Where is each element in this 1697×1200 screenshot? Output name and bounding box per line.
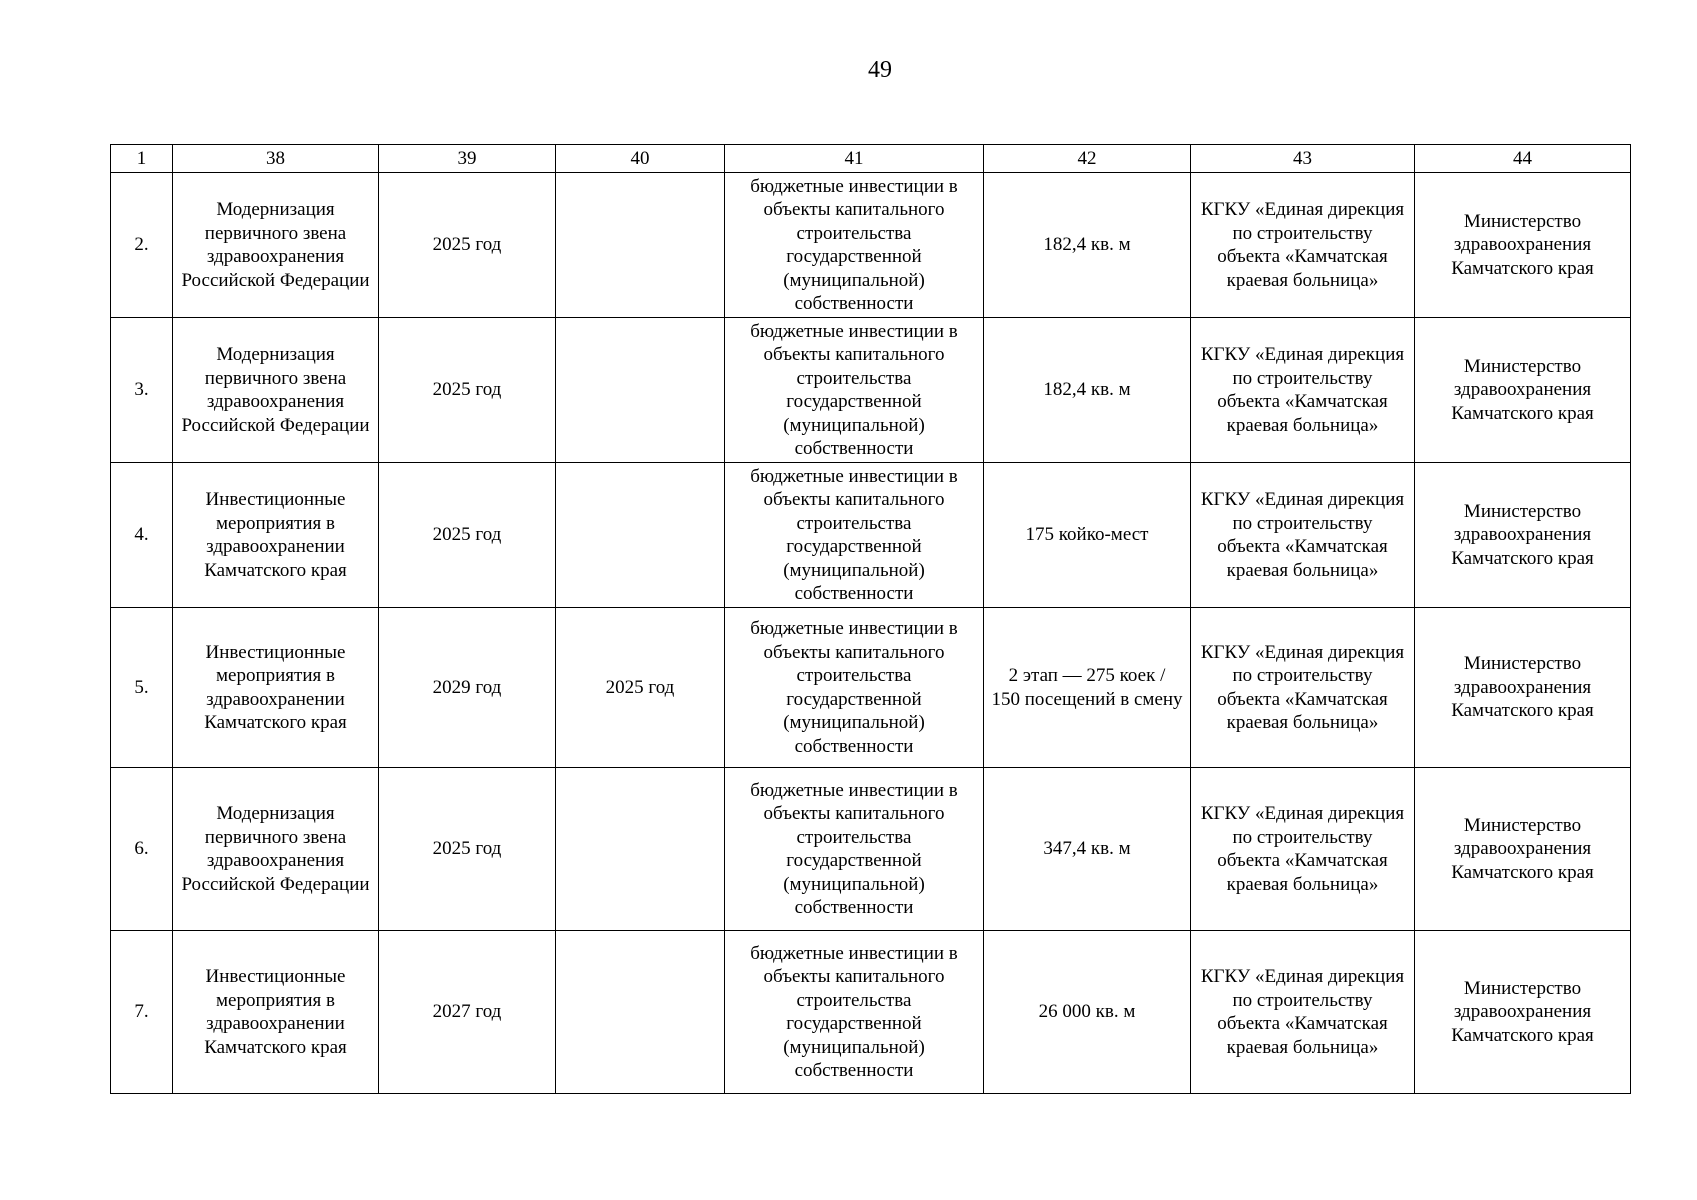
- capacity: 26 000 кв. м: [984, 931, 1191, 1094]
- capacity: 175 койко-мест: [984, 463, 1191, 608]
- row-number: 2.: [111, 173, 173, 318]
- responsible-ministry: Министерство здравоохранения Камчатского края: [1415, 768, 1631, 931]
- project-name: Инвестиционные мероприятия в здравоохранении Камчатского края: [173, 463, 379, 608]
- capacity: 347,4 кв. м: [984, 768, 1191, 931]
- capacity: 182,4 кв. м: [984, 318, 1191, 463]
- responsible-ministry: Министерство здравоохранения Камчатского края: [1415, 173, 1631, 318]
- cell-col-39: 2027 год: [379, 931, 556, 1094]
- developer: КГКУ «Единая дирекция по строительству объекта «Камчатская краевая больница»: [1191, 768, 1415, 931]
- capacity: 2 этап — 275 коек / 150 посещений в смену: [984, 608, 1191, 768]
- table-header-row: [111, 145, 1631, 173]
- investment-type: бюджетные инвестиции в объекты капитального строительства государственной (муниципальной) собственности: [725, 318, 984, 463]
- investment-type: бюджетные инвестиции в объекты капитального строительства государственной (муниципальной) собственности: [725, 608, 984, 768]
- cell-col-39: 2025 год: [379, 463, 556, 608]
- cell-col-39: 2025 год: [379, 768, 556, 931]
- investment-type: бюджетные инвестиции в объекты капитального строительства государственной (муниципальной) собственности: [725, 768, 984, 931]
- responsible-ministry: Министерство здравоохранения Камчатского края: [1415, 318, 1631, 463]
- row-number: 7.: [111, 931, 173, 1094]
- cell-col-40: [556, 318, 725, 463]
- cell-col-40: 2025 год: [556, 608, 725, 768]
- project-name: Инвестиционные мероприятия в здравоохранении Камчатского края: [173, 931, 379, 1094]
- table-row: [111, 318, 1631, 463]
- project-name: Модернизация первичного звена здравоохранения Российской Федерации: [173, 173, 379, 318]
- table-row: [111, 463, 1631, 608]
- data-table: [110, 144, 1631, 1094]
- column-header: 40: [556, 145, 725, 173]
- column-header: 44: [1415, 145, 1631, 173]
- cell-col-39: 2025 год: [379, 173, 556, 318]
- responsible-ministry: Министерство здравоохранения Камчатского края: [1415, 931, 1631, 1094]
- developer: КГКУ «Единая дирекция по строительству объекта «Камчатская краевая больница»: [1191, 463, 1415, 608]
- column-header: 38: [173, 145, 379, 173]
- column-header: 43: [1191, 145, 1415, 173]
- cell-col-40: [556, 173, 725, 318]
- cell-col-39: 2029 год: [379, 608, 556, 768]
- row-number: 3.: [111, 318, 173, 463]
- cell-col-40: [556, 768, 725, 931]
- developer: КГКУ «Единая дирекция по строительству объекта «Камчатская краевая больница»: [1191, 173, 1415, 318]
- developer: КГКУ «Единая дирекция по строительству объекта «Камчатская краевая больница»: [1191, 931, 1415, 1094]
- row-number: 6.: [111, 768, 173, 931]
- cell-col-40: [556, 463, 725, 608]
- table-row: [111, 768, 1631, 931]
- project-name: Модернизация первичного звена здравоохранения Российской Федерации: [173, 318, 379, 463]
- investment-type: бюджетные инвестиции в объекты капитального строительства государственной (муниципальной) собственности: [725, 173, 984, 318]
- column-header: 1: [111, 145, 173, 173]
- column-header: 41: [725, 145, 984, 173]
- table-row: [111, 931, 1631, 1094]
- page-number: 49: [868, 57, 892, 83]
- cell-col-39: 2025 год: [379, 318, 556, 463]
- responsible-ministry: Министерство здравоохранения Камчатского края: [1415, 463, 1631, 608]
- table-row: [111, 608, 1631, 768]
- cell-col-40: [556, 931, 725, 1094]
- developer: КГКУ «Единая дирекция по строительству объекта «Камчатская краевая больница»: [1191, 608, 1415, 768]
- row-number: 4.: [111, 463, 173, 608]
- column-header: 39: [379, 145, 556, 173]
- capacity: 182,4 кв. м: [984, 173, 1191, 318]
- column-header: 42: [984, 145, 1191, 173]
- developer: КГКУ «Единая дирекция по строительству объекта «Камчатская краевая больница»: [1191, 318, 1415, 463]
- row-number: 5.: [111, 608, 173, 768]
- responsible-ministry: Министерство здравоохранения Камчатского края: [1415, 608, 1631, 768]
- table-row: [111, 173, 1631, 318]
- investment-type: бюджетные инвестиции в объекты капитального строительства государственной (муниципальной) собственности: [725, 463, 984, 608]
- project-name: Инвестиционные мероприятия в здравоохранении Камчатского края: [173, 608, 379, 768]
- investment-type: бюджетные инвестиции в объекты капитального строительства государственной (муниципальной) собственности: [725, 931, 984, 1094]
- project-name: Модернизация первичного звена здравоохранения Российской Федерации: [173, 768, 379, 931]
